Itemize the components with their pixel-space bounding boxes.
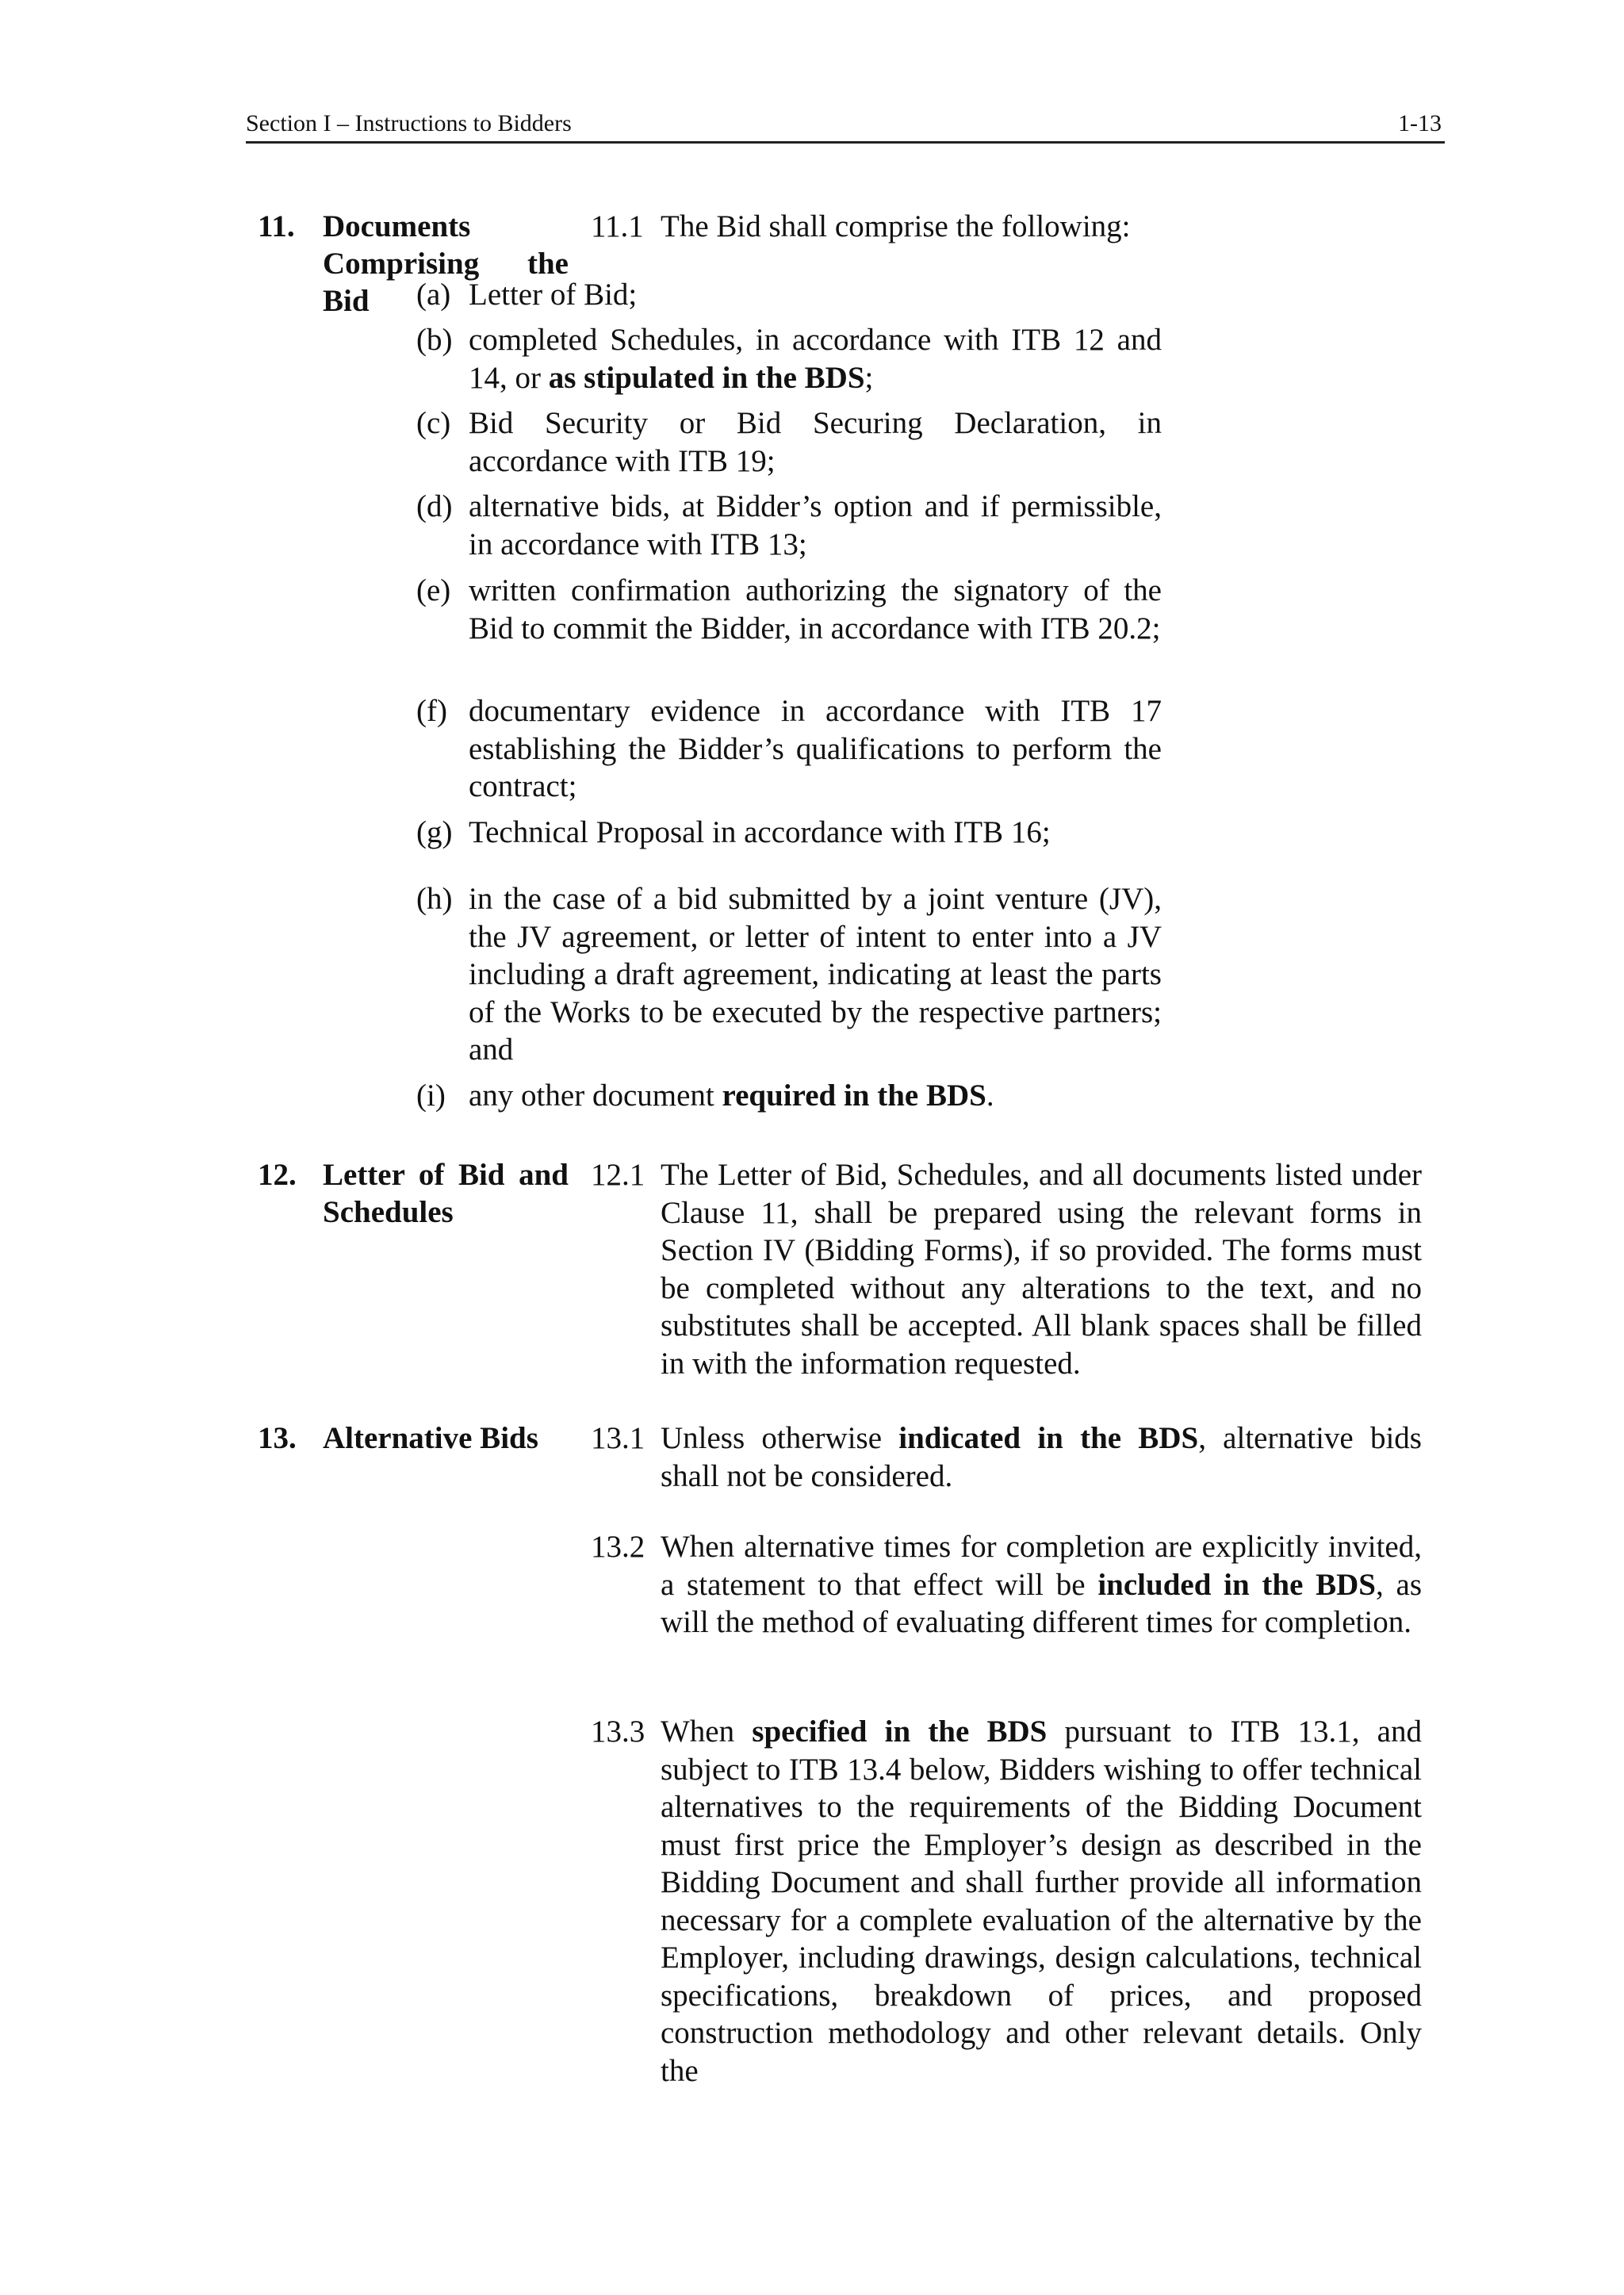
list-item-text: Bid Security or Bid Securing Declaration, in accordance with ITB 19; (469, 406, 1162, 478)
list-item-label: (g) (416, 815, 453, 849)
subclause-number: 12.1 (591, 1158, 645, 1192)
subclause-text: Unless otherwise indicated in the BDS, alternative bids shall not be considered. (661, 1421, 1422, 1493)
subclause-text: When specified in the BDS pursuant to ITB 13.1, and subject to ITB 13.4 below, Bidders wishing to offer technical alternatives to the requirements of the Bidding Document must first price the Employer’s design as described in the Bidding Document and shall further provide all information necessary for a complete evaluation of the alternative by the Employer, including drawings, design calculations, technical specifications, breakdown of prices, and proposed construction methodology and other relevant details. Only the (661, 1715, 1422, 2088)
clause-number: 13. (258, 1421, 297, 1455)
list-item-text: alternative bids, at Bidder’s option and if permissible, in accordance with ITB 13; (469, 489, 1162, 561)
list-item-text: Technical Proposal in accordance with ITB 16; (469, 815, 1051, 849)
clause-title: Letter of Bid and Schedules (323, 1158, 569, 1229)
list-item-text: in the case of a bid submitted by a joint venture (JV), the JV agreement, or letter of intent to enter into a JV including a draft agreement, indicating at least the parts of the Works to be executed by the respective partners; and (469, 882, 1162, 1067)
list-item-label: (d) (416, 489, 453, 523)
subclause-text: The Letter of Bid, Schedules, and all documents listed under Clause 11, shall be prepared using the relevant forms in Section IV (Bidding Forms), if so provided. The forms must be completed without any alterations to the text, and no substitutes shall be accepted. All blank spaces shall be filled in with the information requested. (661, 1158, 1422, 1381)
list-item-text: any other document required in the BDS. (469, 1079, 994, 1113)
page-number: 1-13 (1398, 110, 1442, 136)
list-item-label: (h) (416, 882, 453, 916)
clause-number: 12. (258, 1158, 297, 1192)
subclause-text: The Bid shall comprise the following: (661, 209, 1131, 243)
list-item-text: completed Schedules, in accordance with ITB 12 and 14, or as stipulated in the BDS; (469, 323, 1162, 395)
subclause-number: 13.2 (591, 1530, 645, 1564)
subclause-text: When alternative times for completion are explicitly invited, a statement to that effect will be included in the BDS, as will the method of evaluating different times for completion. (661, 1530, 1423, 1639)
list-item-text: Letter of Bid; (469, 278, 638, 312)
list-item-label: (i) (416, 1079, 446, 1113)
list-item-label: (e) (416, 573, 451, 607)
list-item-text: written confirmation authorizing the signatory of the Bid to commit the Bidder, in accordance with ITB 20.2; (469, 573, 1162, 646)
subclause-number: 13.1 (591, 1421, 645, 1455)
list-item-label: (f) (416, 694, 447, 728)
page-header (246, 109, 1445, 144)
list-item-label: (a) (416, 278, 451, 312)
clause-number: 11. (258, 209, 295, 243)
subclause-number: 11.1 (591, 209, 644, 243)
clause-title: Alternative Bids (323, 1421, 538, 1455)
clause-title: Documents Comprising the Bid (323, 209, 569, 318)
list-item-text: documentary evidence in accordance with ITB 17 establishing the Bidder’s qualifications to perform the contract; (469, 694, 1162, 803)
section-title: Section I – Instructions to Bidders (246, 110, 572, 136)
list-item-label: (c) (416, 406, 451, 440)
list-item-label: (b) (416, 323, 453, 357)
subclause-number: 13.3 (591, 1715, 645, 1749)
